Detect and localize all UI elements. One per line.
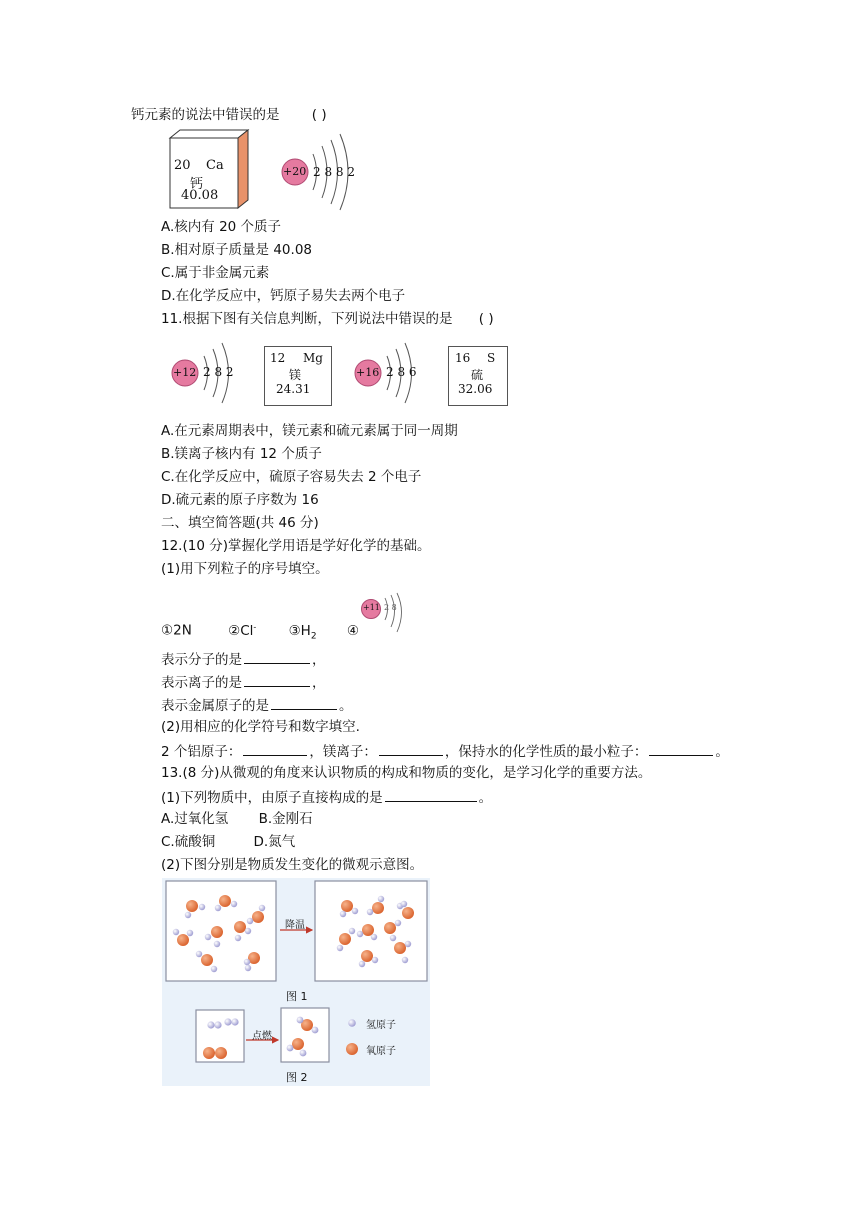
particle-4: ④ [346, 622, 359, 639]
q12-particles [161, 618, 359, 645]
ca-nucleus-charge: +20 [283, 165, 307, 178]
q10-answer-paren: ( ) [311, 107, 327, 123]
answer-blank[interactable] [244, 649, 310, 664]
q11-stem [161, 310, 494, 328]
mg-mass: 24.31 [276, 382, 311, 396]
q13-part1: (1)下列物质中，由原子直接构成的是 。 [161, 787, 492, 807]
q10-option-c: C.属于非金属元素 [161, 265, 270, 281]
ca-atomic-number: 20 [174, 158, 191, 173]
figure1-caption: 图 1 [286, 990, 308, 1003]
section-heading: 二、填空简答题(共 46 分) [161, 515, 319, 531]
particle-3: $③H_2$ [288, 622, 317, 642]
legend-oxygen: 氧原子 [366, 1046, 396, 1057]
s-nucleus-charge: +16 [356, 366, 380, 379]
magnesium-element-box [264, 346, 332, 406]
q13-option-d: D.氮气 [253, 834, 296, 850]
particle-1: ①2N [161, 622, 192, 639]
micro-change-figure [162, 878, 430, 1086]
q11-option-b: B.镁离子核内有 12 个质子 [161, 446, 322, 462]
q12-fill-ion: 表示离子的是 ， [161, 672, 326, 692]
q13-option-a: A.过氧化氢 [161, 811, 229, 827]
q13-options-row1 [161, 810, 313, 828]
q12-part2: (2)用相应的化学符号和数字填空. [161, 719, 360, 735]
answer-blank[interactable] [243, 741, 307, 756]
answer-blank[interactable] [271, 695, 337, 710]
ca-name: 钙 [190, 177, 204, 192]
s-mass: 32.06 [458, 382, 493, 396]
figure2-caption: 图 2 [286, 1071, 308, 1084]
na-nucleus-charge: +11 [363, 603, 380, 612]
s-symbol: S [487, 351, 496, 365]
q12-fill-metal-atom: 表示金属原子的是 。 [161, 695, 353, 715]
q13-options-row2 [161, 833, 295, 851]
q11-option-d: D.硫元素的原子序数为 16 [161, 492, 319, 508]
q10-option-b: B.相对原子质量是 40.08 [161, 242, 312, 258]
mg-name: 镁 [289, 368, 302, 382]
mg-shell-electrons: 2 8 2 [203, 365, 234, 379]
ca-symbol: Ca [206, 158, 224, 173]
q12-stem: 12.(10 分)掌握化学用语是学好化学的基础。 [161, 538, 431, 554]
mg-symbol: Mg [303, 351, 323, 365]
particle-2: ②Cl- [228, 622, 257, 639]
calcium-atom-diagram [280, 132, 360, 216]
legend-hydrogen: 氢原子 [366, 1020, 396, 1031]
mg-nucleus-charge: +12 [173, 366, 197, 379]
magnesium-atom-diagram [170, 340, 240, 410]
q13-option-c: C.硫酸铜 [161, 834, 216, 850]
answer-blank[interactable] [379, 741, 443, 756]
ignite-label: 点燃 [252, 1031, 272, 1042]
answer-blank[interactable] [385, 787, 477, 802]
s-atomic-number: 16 [455, 351, 471, 365]
answer-blank[interactable] [244, 672, 310, 687]
q12-part1: (1)用下列粒子的序号填空。 [161, 561, 329, 577]
mg-atomic-number: 12 [270, 351, 286, 365]
q11-option-c: C.在化学反应中，硫原子容易失去 2 个电子 [161, 469, 422, 485]
q11-stem-text: 11.根据下图有关信息判断，下列说法中错误的是 [161, 311, 453, 327]
q13-option-b: B.金刚石 [258, 811, 313, 827]
calcium-element-box [166, 128, 252, 214]
na-shell-electrons: 2 8 [384, 603, 397, 612]
q10-option-d: D.在化学反应中，钙原子易失去两个电子 [161, 288, 406, 304]
q13-stem: 13.(8 分)从微观的角度来认识物质的构成和物质的变化，是学习化学的重要方法。 [161, 765, 652, 781]
q10-stem-text: 钙元素的说法中错误的是 [131, 107, 280, 123]
cooling-label: 降温 [285, 920, 305, 931]
q11-answer-paren: ( ) [478, 311, 494, 327]
s-shell-electrons: 2 8 6 [386, 365, 417, 379]
sulfur-atom-diagram [353, 340, 423, 410]
q13-part2: (2)下图分别是物质发生变化的微观示意图。 [161, 857, 424, 873]
sulfur-element-box [448, 346, 508, 406]
q12-fill-molecule: 表示分子的是 ， [161, 649, 326, 669]
sodium-atom-diagram [360, 592, 406, 638]
q10-stem [131, 106, 327, 124]
ca-mass: 40.08 [181, 188, 219, 203]
s-name: 硫 [471, 368, 484, 382]
q10-option-a: A.核内有 20 个质子 [161, 219, 282, 235]
q12-fill-symbols: 2 个铝原子： ，镁离子： ，保持水的化学性质的最小粒子： 。 [161, 741, 729, 761]
q11-option-a: A.在元素周期表中，镁元素和硫元素属于同一周期 [161, 423, 458, 439]
ca-shell-electrons: 2 8 8 2 [313, 165, 355, 179]
answer-blank[interactable] [649, 741, 713, 756]
